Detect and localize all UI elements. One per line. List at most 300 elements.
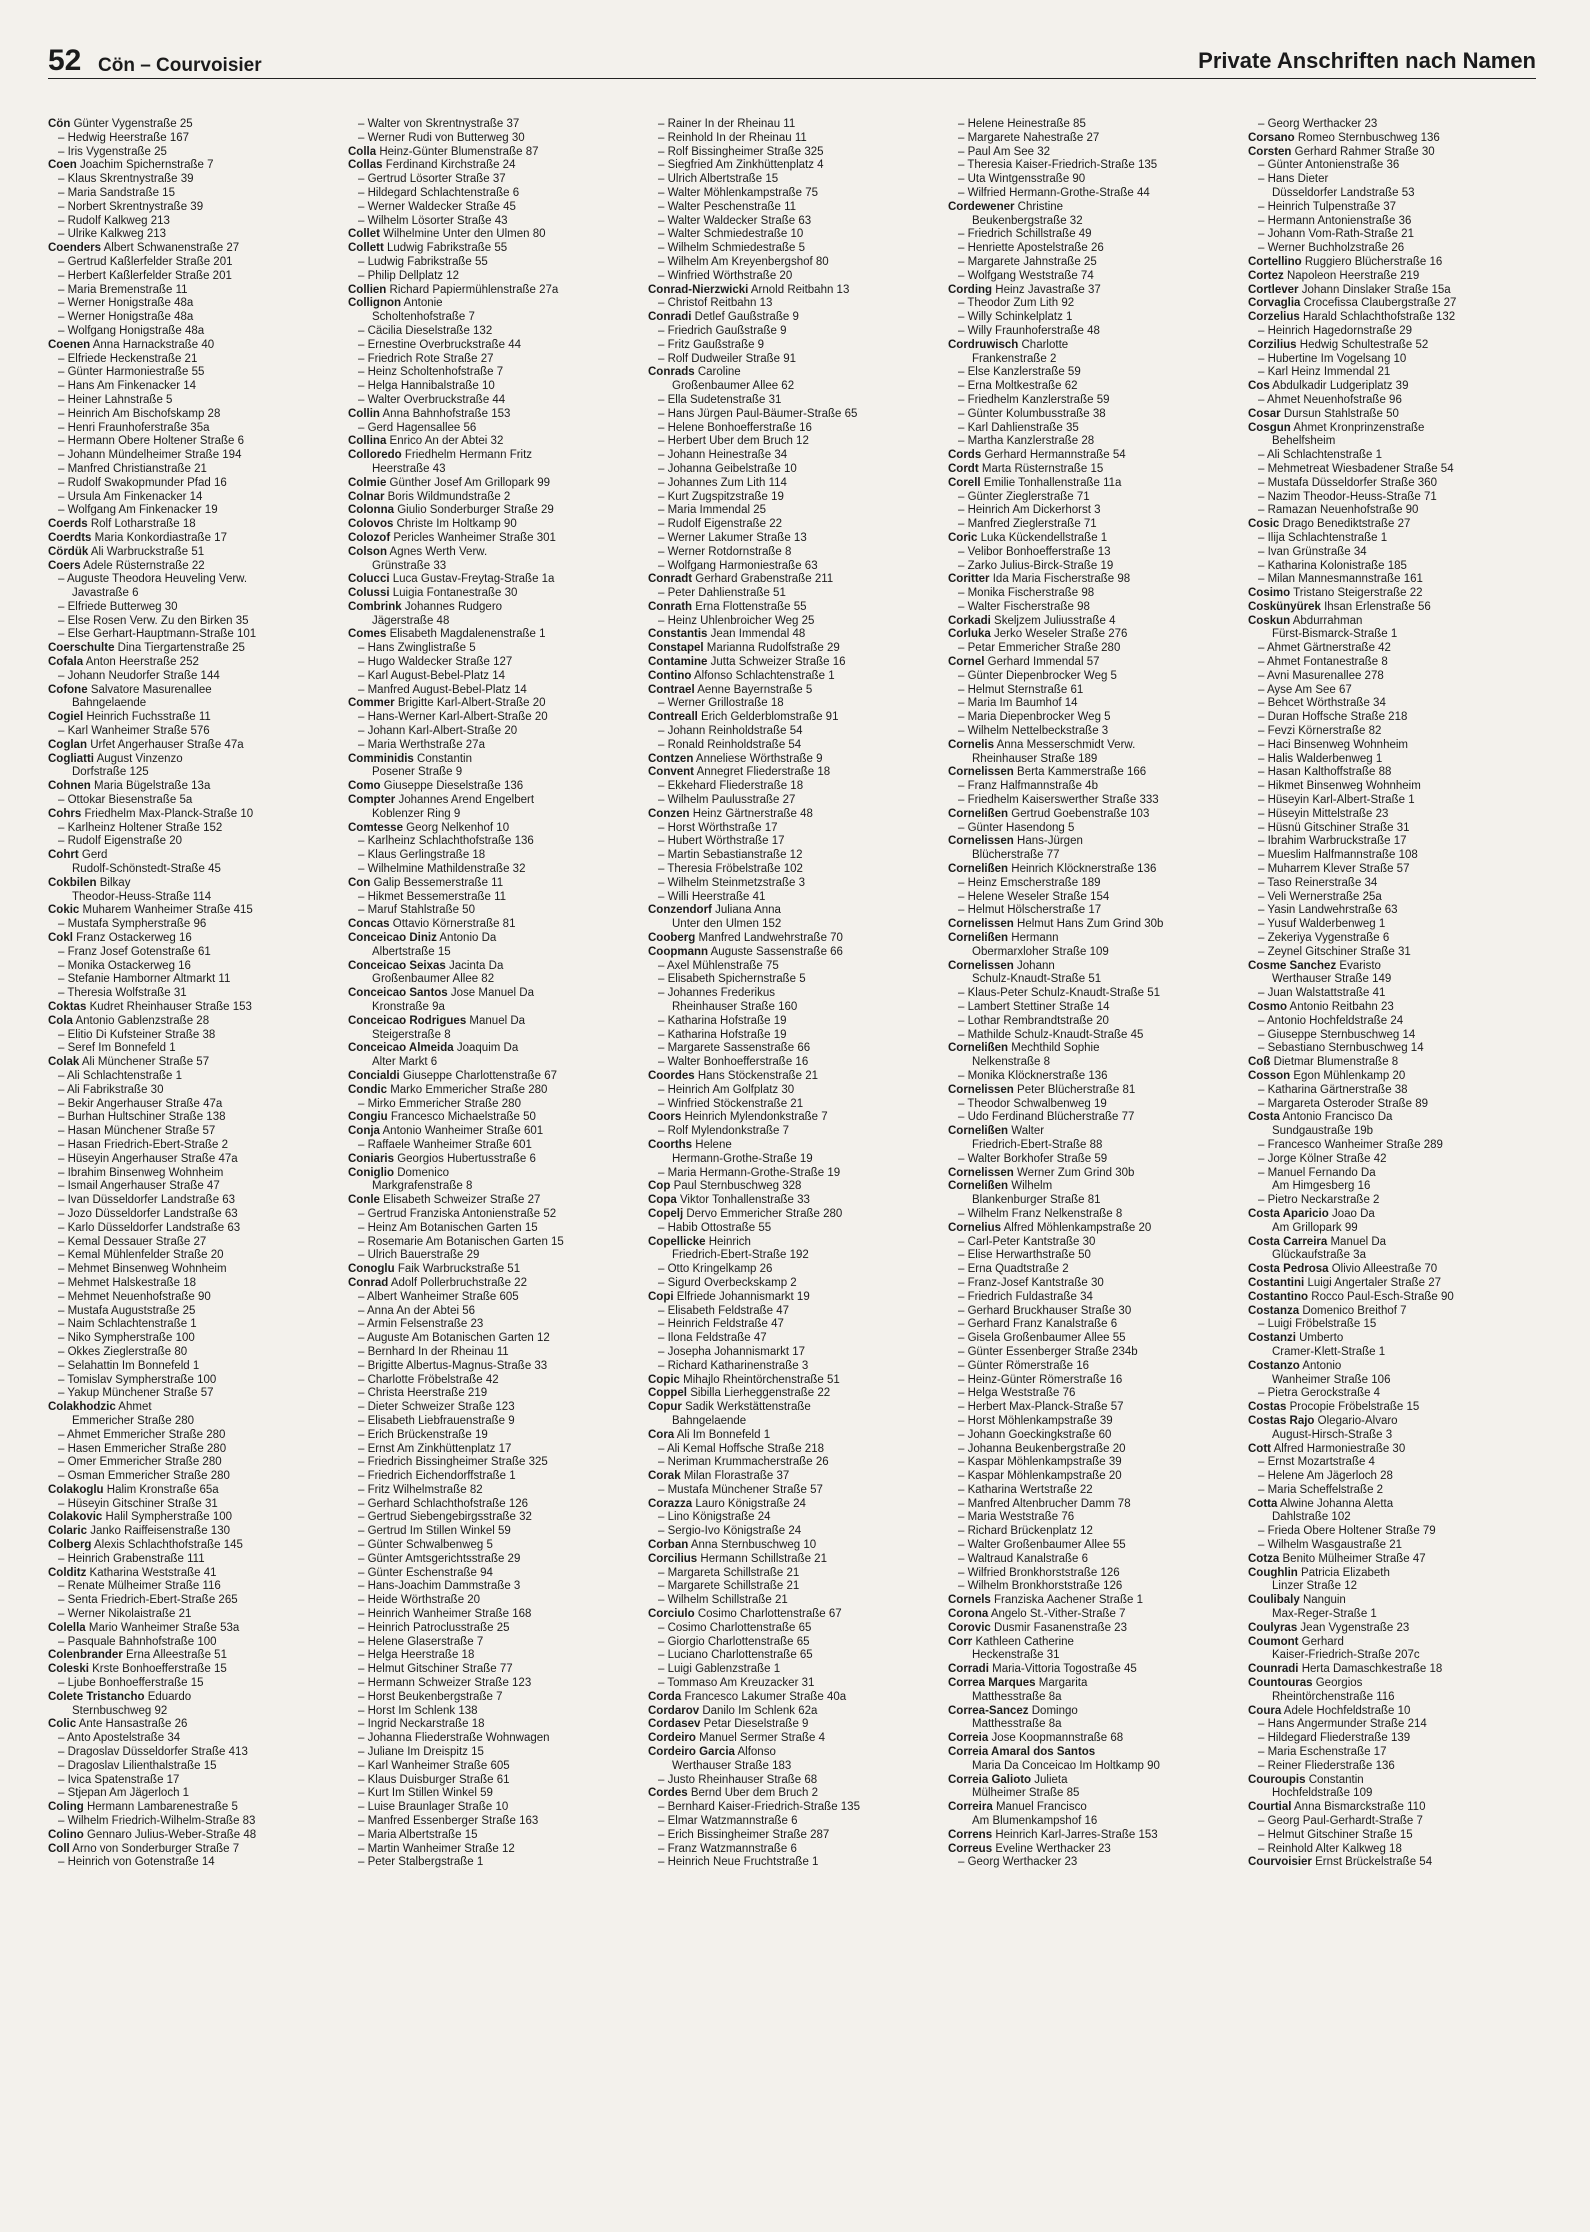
directory-entry: [48, 1539, 340, 1553]
entry-address: Giuseppe Charlottenstraße 67: [402, 1069, 558, 1082]
entry-address: Danilo Im Schlenk 62a: [702, 1704, 818, 1717]
entry-address: Anton Heerstraße 252: [85, 656, 199, 669]
entry-address: – Maria Diepenbrocker Weg 5: [958, 711, 1111, 724]
directory-entry: [48, 1111, 340, 1125]
directory-entry: [48, 1360, 340, 1374]
entry-address: – Rudolf Swakopmunder Pfad 16: [58, 476, 227, 489]
directory-entry: [48, 1815, 340, 1829]
entry-address: – Hüseyin Gitschiner Straße 31: [58, 1497, 218, 1510]
directory-entry: [948, 918, 1240, 932]
surname: Cotza: [1248, 1552, 1280, 1565]
entry-address: – Senta Friedrich-Ebert-Straße 265: [58, 1594, 238, 1607]
entry-address: Erna Flottenstraße 55: [695, 600, 807, 613]
directory-entry: [1248, 932, 1540, 946]
entry-address: Alfred Harmoniestraße 30: [1273, 1442, 1406, 1455]
directory-entry: [948, 435, 1240, 449]
entry-address: Viktor Tonhallenstraße 33: [679, 1194, 810, 1207]
directory-entry: [1248, 463, 1540, 477]
directory-entry: [648, 1001, 940, 1015]
directory-entry: [948, 1843, 1240, 1857]
entry-address: – Anna An der Abtei 56: [358, 1304, 476, 1317]
entry-address: – Giuseppe Sternbuschweg 14: [1258, 1028, 1416, 1041]
directory-entry: [348, 670, 640, 684]
entry-address: Walter: [1011, 1125, 1045, 1138]
surname: Counradi: [1248, 1663, 1299, 1676]
surname: Concas: [348, 918, 390, 931]
entry-address: – Hans-Joachim Dammstraße 3: [358, 1580, 521, 1593]
directory-entry: [1248, 849, 1540, 863]
directory-entry: [648, 1649, 940, 1663]
directory-entry: [648, 1249, 940, 1263]
directory-entry: [1248, 1580, 1540, 1594]
entry-address: – Ali Schlachtenstraße 1: [58, 1069, 183, 1082]
entry-address: – Kaspar Möhlenkampstraße 39: [958, 1456, 1122, 1469]
directory-entry: [348, 491, 640, 505]
directory-entry: [1248, 435, 1540, 449]
directory-entry: [348, 918, 640, 932]
entry-address: – Rudolf Eigenstraße 20: [58, 835, 183, 848]
entry-address: – Avni Masurenallee 278: [1258, 669, 1384, 682]
entry-address: – Margarete Sassenstraße 66: [658, 1042, 811, 1055]
directory-entry: [348, 366, 640, 380]
directory-entry: [948, 587, 1240, 601]
directory-entry: [348, 1194, 640, 1208]
entry-address: Alfonso Schlachtenstraße 1: [694, 669, 835, 682]
directory-entry: [48, 973, 340, 987]
entry-address: Manfred Landwehrstraße 70: [698, 932, 843, 945]
entry-address: – Erich Bissingheimer Straße 287: [658, 1828, 830, 1841]
entry-address: – Ronald Reinholdstraße 54: [658, 738, 802, 751]
entry-address: – Werner Honigstraße 48a: [58, 311, 194, 324]
entry-address: – Friedrich Rote Straße 27: [358, 352, 494, 365]
entry-address: – Ayse Am See 67: [1258, 683, 1352, 696]
entry-address: Dursun Stahlstraße 50: [1283, 407, 1399, 420]
entry-address: – Johann Reinholdstraße 54: [658, 725, 803, 738]
directory-entry: [1248, 159, 1540, 173]
directory-entry: [648, 1705, 940, 1719]
directory-entry: [348, 1305, 640, 1319]
directory-entry: [348, 615, 640, 629]
entry-address: Berta Kammerstraße 166: [1017, 766, 1147, 779]
entry-address: Egon Mühlenkamp 20: [1293, 1069, 1406, 1082]
entry-address: Domingo: [1031, 1704, 1078, 1717]
entry-address: Anna Sternbuschweg 10: [690, 1539, 817, 1552]
entry-continuation: Rudolf-Schönstedt-Straße 45: [72, 863, 221, 876]
entry-address: Christe Im Holtkamp 90: [396, 518, 517, 531]
entry-address: Alwine Johanna Aletta: [1279, 1497, 1394, 1510]
directory-entry: [48, 408, 340, 422]
entry-address: – Dragoslav Düsseldorfer Straße 413: [58, 1746, 248, 1759]
surname: Cornelißen: [948, 1125, 1009, 1138]
entry-address: – Yusuf Walderbenweg 1: [1258, 918, 1386, 931]
entry-continuation: Glückaufstraße 3a: [1272, 1249, 1366, 1262]
directory-entry: [1248, 1001, 1540, 1015]
entry-address: – Winfried Stöckenstraße 21: [658, 1097, 804, 1110]
entry-address: – Rolf Mylendonkstraße 7: [658, 1125, 790, 1138]
surname: Concialdi: [348, 1069, 400, 1082]
entry-address: – Willi Heerstraße 41: [658, 890, 766, 903]
entry-address: – Heinz Am Botanischen Garten 15: [358, 1221, 538, 1234]
directory-entry: [948, 422, 1240, 436]
entry-address: – Friedrich Fuldastraße 34: [958, 1290, 1093, 1303]
directory-entry: [348, 1042, 640, 1056]
entry-address: – Johannes Frederikus: [658, 987, 775, 1000]
entry-address: – Werner Grillostraße 18: [658, 697, 784, 710]
directory-entry: [948, 1732, 1240, 1746]
entry-address: Georg Nelkenhof 10: [406, 821, 510, 834]
entry-address: – Walter Borkhofer Straße 59: [958, 1152, 1108, 1165]
directory-entry: [348, 118, 640, 132]
directory-entry: [1248, 1291, 1540, 1305]
entry-continuation: Großenbaumer Allee 62: [672, 380, 795, 393]
directory-entry: [48, 518, 340, 532]
directory-entry: [48, 215, 340, 229]
entry-address: – Muharrem Klever Straße 57: [1258, 863, 1410, 876]
surname: Constapel: [648, 642, 704, 655]
surname: Conle: [348, 1194, 380, 1207]
surname: Conceicao Rodrigues: [348, 1014, 467, 1027]
entry-address: – Klaus Gerlingstraße 18: [358, 849, 486, 862]
directory-entry: [648, 560, 940, 574]
entry-address: – Hedwig Heerstraße 167: [58, 131, 190, 144]
directory-entry: [948, 1691, 1240, 1705]
directory-entry: [348, 159, 640, 173]
entry-address: – Heiner Lahnstraße 5: [58, 393, 173, 406]
entry-address: – Heinrich Wanheimer Straße 168: [358, 1608, 532, 1621]
entry-address: – Horst Wörthstraße 17: [658, 821, 778, 834]
directory-entry: [48, 394, 340, 408]
directory-entry: [1248, 1718, 1540, 1732]
directory-entry: [48, 1636, 340, 1650]
entry-address: – Zekeriya Vygenstraße 6: [1258, 932, 1390, 945]
entry-address: – Hüseyin Angerhauser Straße 47a: [58, 1152, 238, 1165]
directory-entry: [1248, 311, 1540, 325]
surname: Conoglu: [348, 1263, 395, 1276]
entry-address: – Werner Buchholzstraße 26: [1258, 242, 1405, 255]
entry-address: – Katharina Gärtnerstraße 38: [1258, 1083, 1408, 1096]
entry-address: Ruggiero Blücherstraße 16: [1304, 255, 1443, 268]
entry-continuation: Am Himgesberg 16: [1272, 1180, 1371, 1193]
entry-address: – Josepha Johannismarkt 17: [658, 1345, 806, 1358]
entry-address: – Helene Am Jägerloch 28: [1258, 1470, 1393, 1483]
surname: Cohrt: [48, 849, 79, 862]
directory-entry: [648, 187, 940, 201]
entry-address: – Theresia Wolfstraße 31: [58, 987, 187, 1000]
directory-entry: [1248, 1774, 1540, 1788]
entry-continuation: Markgrafenstraße 8: [372, 1180, 473, 1193]
entry-address: Gerhard Rahmer Straße 30: [1294, 145, 1435, 158]
directory-entry: [348, 1056, 640, 1070]
entry-continuation: Rheinhauser Straße 160: [672, 1001, 798, 1013]
directory-entry: [1248, 491, 1540, 505]
directory-entry: [948, 904, 1240, 918]
directory-entry: [948, 1167, 1240, 1181]
entry-address: – Martin Wanheimer Straße 12: [358, 1842, 515, 1855]
entry-address: Brigitte Karl-Albert-Straße 20: [397, 697, 546, 710]
entry-address: – Maria Sandstraße 15: [58, 186, 175, 199]
entry-address: – Mustafa Auguststraße 25: [58, 1304, 196, 1317]
directory-entry: [948, 849, 1240, 863]
entry-address: Ante Hansastraße 26: [78, 1718, 188, 1731]
directory-entry: [48, 1401, 340, 1415]
directory-entry: [948, 1015, 1240, 1029]
directory-entry: [948, 1208, 1240, 1222]
directory-entry: [648, 118, 940, 132]
surname: Cordruwisch: [948, 338, 1019, 351]
surname: Colucci: [348, 573, 390, 586]
entry-address: – Naim Schlachtenstraße 1: [58, 1318, 197, 1331]
entry-address: – Johann Heinestraße 34: [658, 449, 788, 462]
entry-address: Hermann: [1011, 932, 1059, 945]
entry-address: Emilie Tonhallenstraße 11a: [983, 476, 1122, 489]
directory-entry: [948, 946, 1240, 960]
directory-entry: [948, 960, 1240, 974]
entry-address: – Seref Im Bonnefeld 1: [58, 1042, 176, 1055]
entry-address: – Heinz Emscherstraße 189: [958, 876, 1101, 889]
entry-address: – Georg Werthacker 23: [958, 1856, 1078, 1869]
directory-entry: [948, 408, 1240, 422]
directory-entry: [648, 380, 940, 394]
entry-address: – Wilhelm Bronkhorststraße 126: [958, 1580, 1123, 1593]
entry-address: – Johanna Beukenbergstraße 20: [958, 1442, 1126, 1455]
directory-entry: [348, 642, 640, 656]
entry-address: Erna Alleestraße 51: [125, 1649, 227, 1662]
directory-entry: [1248, 297, 1540, 311]
entry-address: – Okkes Zieglerstraße 80: [58, 1345, 188, 1358]
directory-entry: [948, 132, 1240, 146]
directory-entry: [648, 1718, 940, 1732]
entry-continuation: Am Blumenkampshof 16: [972, 1815, 1098, 1828]
directory-entry: [648, 132, 940, 146]
surname: Conceicao Santos: [348, 987, 448, 1000]
directory-entry: [48, 1374, 340, 1388]
surname: Cola: [48, 1014, 73, 1027]
directory-entry: [948, 932, 1240, 946]
entry-address: – Mustafa Düsseldorfer Straße 360: [1258, 476, 1437, 489]
entry-address: Gerd: [81, 849, 108, 862]
directory-entry: [48, 863, 340, 877]
entry-continuation: Großenbaumer Allee 82: [372, 973, 495, 986]
directory-entry: [948, 394, 1240, 408]
directory-entry: [1248, 822, 1540, 836]
directory-entry: [948, 822, 1240, 836]
surname: Coulyras: [1248, 1621, 1298, 1634]
entry-address: Manuel Sermer Straße 4: [699, 1732, 826, 1745]
directory-entry: [1248, 353, 1540, 367]
directory-entry: [48, 1594, 340, 1608]
surname: Cosmo: [1248, 1001, 1287, 1013]
entry-continuation: Bahngelaende: [672, 1414, 747, 1427]
entry-address: – Mehmet Halskestraße 18: [58, 1276, 197, 1289]
entry-address: – Hildegard Schlachtenstraße 6: [358, 186, 520, 199]
directory-entry: [348, 753, 640, 767]
directory-entry: [48, 1263, 340, 1277]
surname: Colditz: [48, 1566, 87, 1579]
entry-address: Giulio Sonderburger Straße 29: [397, 504, 554, 517]
surname: Colakhodzic: [48, 1401, 116, 1414]
directory-entry: [1248, 504, 1540, 518]
directory-entry: [48, 1691, 340, 1705]
entry-address: Heinz Gärtnerstraße 48: [692, 807, 813, 820]
surname: Corr: [948, 1635, 973, 1648]
directory-entry: [48, 1787, 340, 1801]
directory-entry: [948, 1718, 1240, 1732]
directory-entry: [648, 1553, 940, 1567]
directory-entry: [648, 1787, 940, 1801]
surname: Cordeiro: [648, 1732, 696, 1745]
entry-address: Angelo St.-Vither-Straße 7: [990, 1608, 1126, 1621]
directory-entry: [648, 1456, 940, 1470]
entry-address: Johannes Rudgero: [404, 600, 503, 613]
directory-entry: [1248, 1360, 1540, 1374]
entry-address: Jose Manuel Da: [450, 987, 535, 1000]
directory-entry: [348, 1705, 640, 1719]
directory-entry: [648, 1525, 940, 1539]
directory-entry: [348, 656, 640, 670]
directory-entry: [1248, 408, 1540, 422]
surname: Correira: [948, 1801, 993, 1814]
directory-entry: [948, 118, 1240, 132]
directory-entry: [948, 1525, 1240, 1539]
entry-address: – Ulrich Bauerstraße 29: [358, 1249, 480, 1262]
surname: Cosimo: [1248, 587, 1291, 600]
entry-continuation: Frankenstraße 2: [972, 352, 1057, 365]
entry-address: Albert Schwanenstraße 27: [103, 242, 240, 255]
directory-entry: [948, 794, 1240, 808]
directory-entry: [1248, 877, 1540, 891]
entry-continuation: Am Grillopark 99: [1272, 1221, 1358, 1234]
entry-address: – Helmut Hölscherstraße 17: [958, 904, 1102, 917]
entry-address: – Ivica Spatenstraße 17: [58, 1773, 180, 1786]
entry-address: Ahmet: [118, 1401, 152, 1414]
directory-entry: [648, 808, 940, 822]
entry-address: Marianna Rudolfstraße 29: [706, 642, 840, 655]
directory-entry: [648, 1070, 940, 1084]
entry-address: – Winfried Wörthstraße 20: [658, 269, 793, 282]
directory-entry: [348, 546, 640, 560]
directory-entry: [648, 725, 940, 739]
directory-entry: [48, 173, 340, 187]
entry-address: Luigi Angertaler Straße 27: [1307, 1276, 1442, 1289]
surname: Coenen: [48, 338, 91, 351]
entry-continuation: Maria Da Conceicao Im Holtkamp 90: [972, 1759, 1160, 1772]
surname: Costantini: [1248, 1276, 1305, 1289]
directory-entry: [1248, 1525, 1540, 1539]
directory-entry: [348, 766, 640, 780]
directory-entry: [348, 422, 640, 436]
directory-entry: [648, 1580, 940, 1594]
directory-entry: [948, 697, 1240, 711]
directory-entry: [1248, 201, 1540, 215]
entry-continuation: Wanheimer Straße 106: [1272, 1373, 1391, 1386]
directory-entry: [1248, 1263, 1540, 1277]
directory-entry: [348, 1415, 640, 1429]
directory-columns: [48, 118, 1548, 1870]
directory-entry: [1248, 1139, 1540, 1153]
entry-continuation: Fürst-Bismarck-Straße 1: [1272, 628, 1398, 641]
directory-entry: [648, 366, 940, 380]
surname: Cordt: [948, 462, 979, 475]
directory-entry: [48, 325, 340, 339]
directory-entry: [48, 835, 340, 849]
directory-entry: [48, 1608, 340, 1622]
surname: Costanzo: [1248, 1359, 1300, 1372]
directory-entry: [648, 159, 940, 173]
directory-entry: [48, 187, 340, 201]
directory-entry: [48, 504, 340, 518]
directory-entry: [1248, 1056, 1540, 1070]
surname: Cornels: [948, 1594, 991, 1607]
directory-entry: [1248, 1856, 1540, 1870]
entry-address: Pericles Wanheimer Straße 301: [393, 531, 556, 544]
directory-entry: [48, 1387, 340, 1401]
directory-entry: [1248, 1622, 1540, 1636]
surname: Corona: [948, 1608, 989, 1621]
entry-address: – Heinz Uhlenbroicher Weg 25: [658, 614, 815, 627]
directory-entry: [1248, 808, 1540, 822]
surname: Corkadi: [948, 614, 991, 627]
directory-entry: [648, 201, 940, 215]
surname: Commer: [348, 697, 395, 710]
entry-address: – Günter Harmoniestraße 55: [58, 366, 205, 379]
directory-entry: [348, 1111, 640, 1125]
entry-address: – Ahmet Emmericher Straße 280: [58, 1428, 226, 1441]
directory-entry: [648, 987, 940, 1001]
surname: Cosme Sanchez: [1248, 959, 1337, 972]
directory-entry: [948, 560, 1240, 574]
directory-entry: [1248, 656, 1540, 670]
directory-entry: [948, 1001, 1240, 1015]
directory-entry: [648, 684, 940, 698]
surname: Coopmann: [648, 945, 709, 958]
entry-address: Adolf Pollerbruchstraße 22: [390, 1276, 527, 1289]
directory-entry: [648, 256, 940, 270]
directory-entry: [48, 891, 340, 905]
surname: Costas Rajo: [1248, 1414, 1315, 1427]
entry-continuation: Bahngelaende: [72, 697, 147, 710]
entry-address: – Karl August-Bebel-Platz 14: [358, 669, 506, 682]
entry-address: Kudret Rheinhauser Straße 153: [89, 1001, 252, 1013]
directory-entry: [1248, 1387, 1540, 1401]
entry-continuation: Posener Straße 9: [372, 766, 463, 779]
entry-address: Luka Kückendellstraße 1: [980, 531, 1108, 544]
entry-address: – Christof Reitbahn 13: [658, 297, 773, 310]
directory-entry: [48, 1705, 340, 1719]
directory-entry: [948, 1153, 1240, 1167]
entry-address: – Yakup Münchener Straße 57: [58, 1387, 214, 1400]
entry-address: Abdulkadir Ludgeriplatz 39: [1272, 380, 1409, 393]
directory-entry: [1248, 766, 1540, 780]
surname: Conja: [348, 1125, 380, 1138]
directory-entry: [948, 1139, 1240, 1153]
directory-entry: [948, 270, 1240, 284]
entry-address: – Maria Eschenstraße 17: [1258, 1746, 1387, 1759]
directory-entry: [348, 601, 640, 615]
directory-entry: [1248, 242, 1540, 256]
entry-address: Auguste Sassenstraße 66: [710, 945, 843, 958]
entry-address: Erich Gelderblomstraße 91: [701, 711, 839, 724]
entry-address: – Maria Bremenstraße 11: [58, 283, 188, 296]
directory-entry: [948, 877, 1240, 891]
surname: Coglan: [48, 738, 87, 751]
directory-entry: [648, 573, 940, 587]
entry-continuation: Mülheimer Straße 85: [972, 1787, 1080, 1800]
directory-entry: [348, 1153, 640, 1167]
surname: Contrael: [648, 683, 695, 696]
entry-address: – Ahmet Neuenhofstraße 96: [1258, 393, 1402, 406]
surname: Cofone: [48, 683, 88, 696]
directory-entry: [948, 780, 1240, 794]
